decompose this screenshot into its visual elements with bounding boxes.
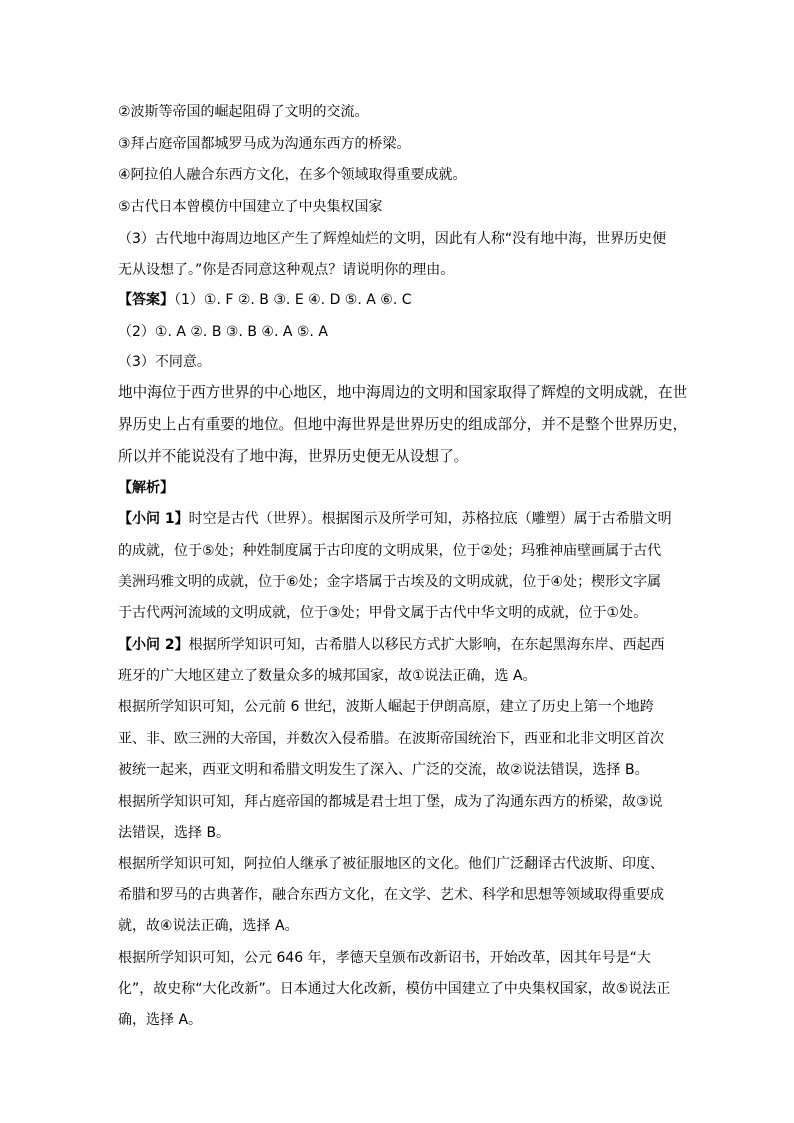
analysis-q2-line: 根据所学知识可知，公元前 6 世纪，波斯人崛起于伊朗高原，建立了历史上第一个地跨 (118, 699, 654, 715)
question-item-4: ④阿拉伯人融合东西方文化，在多个领域取得重要成就。 (118, 167, 467, 183)
answer-paragraph-line: 所以并不能说没有了地中海，世界历史便无从设想了。 (118, 448, 469, 465)
answer-part-1: （1）①. F ②. B ③. E ④. D ⑤. A ⑥. C (174, 292, 412, 308)
question-3-line-1: （3）古代地中海周边地区产生了辉煌灿烂的文明，因此有人称“没有地中海，世界历史便 (118, 231, 667, 247)
analysis-q2-line: 就，故④说法正确，选择 A。 (118, 918, 299, 934)
answer-line-1 (118, 292, 412, 308)
analysis-q2-line: 法错误，选择 B。 (118, 825, 231, 841)
analysis-q1-line (118, 511, 672, 527)
analysis-q2-line: 化”，故史称“大化改新”。日本通过大化改新，模仿中国建立了中央集权国家，故⑤说法正 (118, 981, 671, 997)
question-item-3: ③拜占庭帝国都城罗马成为沟通东西方的桥梁。 (118, 136, 411, 152)
analysis-q2-line: 根据所学知识可知，阿拉伯人继承了被征服地区的文化。他们广泛翻译古代波斯、印度、 (118, 856, 664, 872)
analysis-q2-line: 根据所学知识可知，公元 646 年，孝德天皇颁布改新诏书，开始改革，因其年号是“大 (118, 950, 651, 966)
analysis-q1-line: 于古代两河流域的文明成就，位于③处；甲骨文属于古代中华文明的成就，位于①处。 (118, 605, 648, 621)
q2-label: 【小问 2】 (118, 637, 189, 653)
analysis-q2-line (118, 637, 665, 653)
question-item-5: ⑤古代日本曾模仿中国建立了中央集权国家 (118, 199, 383, 215)
answer-paragraph-line: 界历史上占有重要的地位。但地中海世界是世界历史的组成部分，并不是整个世界历史， (118, 416, 688, 433)
q1-label: 【小问 1】 (118, 511, 189, 527)
analysis-q1-line: 的成就，位于⑤处；种姓制度属于古印度的文明成果，位于②处；玛雅神庙壁画属于古代 (118, 543, 662, 559)
answer-label: 【答案】 (118, 292, 174, 308)
q1-text: 时空是古代（世界）。根据图示及所学可知，苏格拉底（雕塑）属于古希腊文明 (188, 511, 672, 527)
analysis-q2-line: 亚、非、欧三洲的大帝国，并数次入侵希腊。在波斯帝国统治下，西亚和北非文明区首次 (118, 731, 664, 747)
analysis-q2-line: 确，选择 A。 (118, 1012, 203, 1028)
analysis-q2-line: 希腊和罗马的古典著作，融合东西方文化，在文学、艺术、科学和思想等领域取得重要成 (118, 887, 664, 903)
analysis-label: 【解析】 (118, 480, 174, 496)
analysis-q2-line: 被统一起来，西亚文明和希腊文明发生了深入、广泛的交流，故②说法错误，选择 B。 (118, 762, 649, 778)
analysis-q2-line: 根据所学知识可知，拜占庭帝国的都城是君士坦丁堡，成为了沟通东西方的桥梁，故③说 (118, 794, 663, 810)
analysis-q2-line: 班牙的广大地区建立了数量众多的城邦国家，故①说法正确，选 A。 (118, 668, 537, 684)
answer-part-2: （2）①. A ②. B ③. B ④. A ⑤. A (118, 324, 328, 340)
question-item-2: ②波斯等帝国的崛起阻碍了文明的交流。 (118, 104, 369, 120)
answer-part-3: （3）不同意。 (118, 354, 211, 370)
question-3-line-2: 无从设想了。”你是否同意这种观点？请说明你的理由。 (118, 262, 455, 278)
q2-text: 根据所学知识可知，古希腊人以移民方式扩大影响，在东起黑海东岸、西起西 (188, 637, 665, 653)
answer-paragraph-line: 地中海位于西方世界的中心地区，地中海周边的文明和国家取得了辉煌的文明成就，在世 (118, 384, 688, 401)
analysis-q1-line: 美洲玛雅文明的成就，位于⑥处；金字塔属于古埃及的文明成就，位于④处；楔形文字属 (118, 574, 662, 590)
